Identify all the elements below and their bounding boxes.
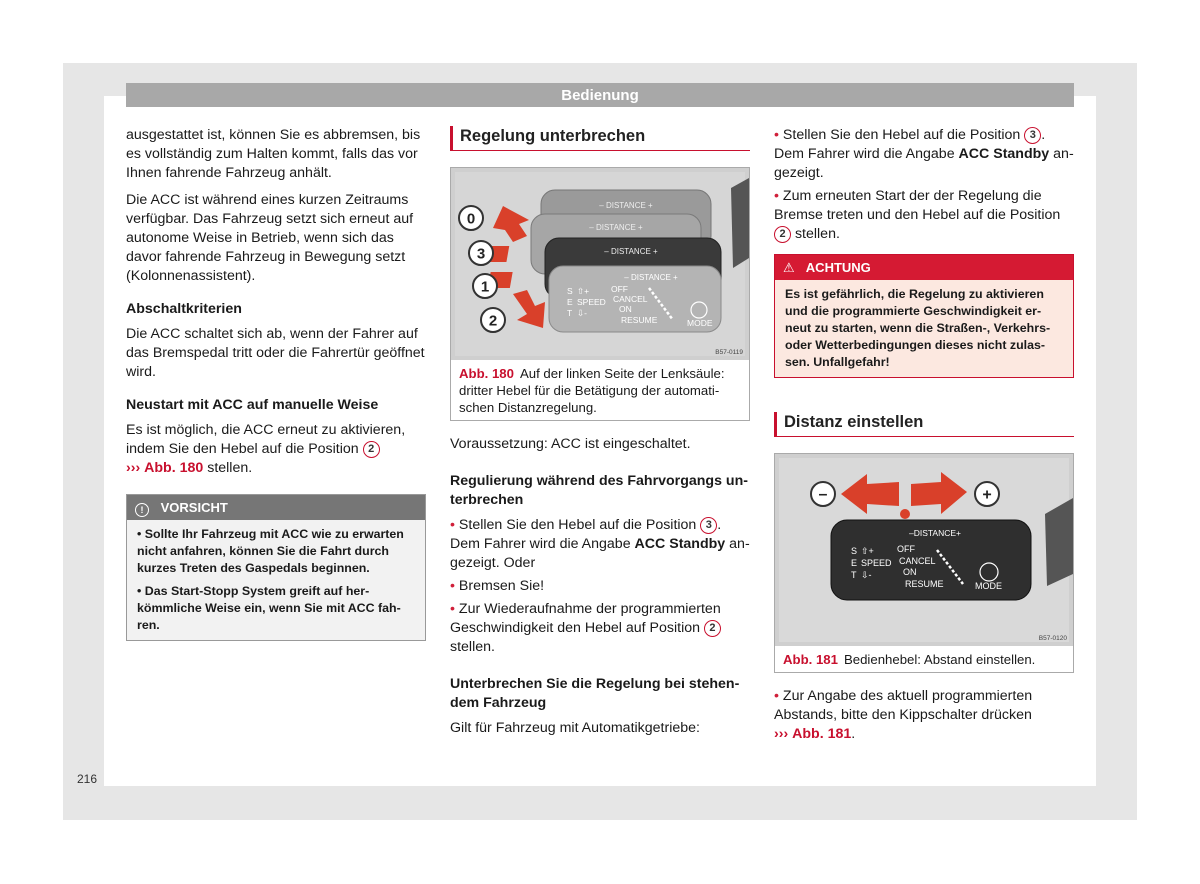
minus-button-marker — [811, 482, 835, 506]
xref-arrow: ››› — [774, 726, 789, 742]
lever-front — [831, 520, 1031, 600]
warning-body: Es ist gefährlich, die Regelung zu aktivieren und die programmierte Geschwindigkeit erneut zu starten, wenn die Straßen-, Verkehrs- oder Wetterbedingungen dieses nicht zulassen. Unfallgefahr! — [775, 280, 1073, 377]
svg-text:ON: ON — [619, 304, 632, 314]
svg-text:OFF: OFF — [897, 544, 915, 554]
list-item: • Zur Wiederaufnahme der programmierten Geschwindigkeit den Hebel auf Position 2 stellen. — [450, 601, 721, 655]
section-title: Regelung unterbrechen — [450, 126, 750, 151]
plus-icon: ⇧+ — [577, 286, 590, 296]
rocker-dot — [900, 509, 910, 519]
svg-text:MODE: MODE — [687, 318, 713, 328]
svg-text:3: 3 — [476, 245, 486, 263]
svg-text:–DISTANCE+: –DISTANCE+ — [908, 528, 962, 538]
figure-link[interactable]: Abb. 181 — [792, 726, 852, 742]
column-left — [126, 126, 426, 641]
svg-text:– DISTANCE +: – DISTANCE + — [604, 247, 658, 256]
figure-link[interactable]: Abb. 180 — [144, 460, 204, 476]
column-right — [774, 126, 1074, 752]
paragraph: Es ist möglich, die ACC erneut zu aktivieren, indem Sie den Hebel auf die Position 2 ››› Abb. 180 stellen. — [126, 422, 406, 476]
figure-caption: Abb. 180 Auf der linken Seite der Lenksäule: dritter Hebel für die Betätigung der automatischen Distanzregelung. — [459, 366, 725, 415]
paragraph: Die ACC ist während eines kurzen Zeitraums verfügbar. Das Fahrzeug setzt sich erneut auf autonome Weise in Betrieb, wenn sich das davor fahrende Fahrzeug in Bewegung setzt (Kolonnenassistent). — [126, 192, 414, 284]
list-item: • Zum erneuten Start der der Regelung die Bremse treten und den Hebel auf die Position 2 stellen. — [774, 188, 1061, 242]
minus-icon: ⇩- — [861, 570, 872, 580]
list-item: • Das Start-Stopp System greift auf herkömmliche Weise ein, wenn Sie mit ACC fahren. — [137, 584, 401, 632]
warning-box — [774, 254, 1074, 378]
info-circle-icon: ! — [135, 503, 149, 517]
distance-lever-illustration — [775, 454, 1073, 646]
list-item: • Zur Angabe des aktuell programmierten Abstands, bitte den Kippschalter drücken ››› Abb. 181. — [774, 688, 1033, 742]
figure-code: B57-0120 — [1038, 635, 1067, 642]
subheading: Abschaltkriterien — [126, 301, 242, 317]
warning-triangle-icon: ⚠ — [783, 260, 795, 275]
page-number: 216 — [77, 772, 98, 786]
plus-icon: ⇧+ — [861, 546, 874, 556]
chapter-header: Bedienung — [126, 83, 1074, 107]
figure-181 — [774, 453, 1074, 673]
svg-text:SPEED: SPEED — [861, 558, 892, 568]
svg-text:E: E — [567, 297, 573, 307]
svg-text:0: 0 — [466, 210, 476, 228]
warning-header: ⚠ ACHTUNG — [775, 255, 1073, 280]
svg-text:S: S — [851, 546, 858, 556]
caution-body — [127, 520, 425, 640]
lever-illustration — [451, 168, 749, 360]
caution-header: ! VORSICHT — [127, 495, 425, 520]
svg-text:T: T — [567, 308, 573, 318]
column-middle — [450, 126, 750, 746]
lever-front — [549, 266, 721, 332]
svg-text:ON: ON — [903, 567, 917, 577]
svg-text:S: S — [567, 286, 573, 296]
svg-text:RESUME: RESUME — [905, 579, 944, 589]
svg-text:– DISTANCE +: – DISTANCE + — [624, 273, 678, 282]
paragraph: Voraussetzung: ACC ist eingeschaltet. — [450, 436, 691, 452]
svg-text:+: + — [982, 486, 992, 504]
minus-icon: ⇩- — [577, 308, 587, 318]
list-item: • Stellen Sie den Hebel auf die Position 3 . Dem Fahrer wird die Angabe ACC Standby angezeigt. Oder — [450, 517, 750, 571]
position-number: 2 — [363, 441, 380, 458]
svg-text:1: 1 — [480, 278, 490, 296]
list-item: • Sollte Ihr Fahrzeug mit ACC wie zu erwarten nicht anfahren, können Sie die Fahrt durch kurzes Treten des Gaspedals beginnen. — [137, 527, 404, 575]
caution-box — [126, 494, 426, 641]
svg-text:RESUME: RESUME — [621, 315, 658, 325]
figure-code: B57-0119 — [715, 349, 743, 356]
subheading: Unterbrechen Sie die Regelung bei stehendem Fahrzeug — [450, 676, 740, 711]
paragraph: Gilt für Fahrzeug mit Automatikgetriebe: — [450, 720, 700, 736]
svg-text:E: E — [851, 558, 858, 568]
svg-text:SPEED: SPEED — [577, 297, 606, 307]
svg-text:2: 2 — [488, 312, 498, 330]
list-item: • Stellen Sie den Hebel auf die Position 3 . Dem Fahrer wird die Angabe ACC Standby angezeigt. — [774, 127, 1074, 181]
svg-text:–: – — [818, 486, 828, 503]
paragraph: Die ACC schaltet sich ab, wenn der Fahrer auf das Bremspedal tritt oder die Fahrertür geöffnet wird. — [126, 326, 425, 380]
svg-text:OFF: OFF — [611, 284, 628, 294]
figure-180 — [450, 167, 750, 421]
list-item: • Bremsen Sie! — [450, 578, 545, 594]
xref-arrow: ››› — [126, 460, 141, 476]
svg-text:T: T — [851, 570, 857, 580]
plus-button-marker — [975, 482, 999, 506]
subheading: Regulierung während des Fahrvorgangs unterbrechen — [450, 473, 748, 508]
subheading: Neustart mit ACC auf manuelle Weise — [126, 397, 379, 413]
svg-text:– DISTANCE +: – DISTANCE + — [599, 201, 653, 210]
figure-caption: Abb. 181 Bedienhebel: Abstand einstellen. — [783, 652, 1036, 667]
paragraph: ausgestattet ist, können Sie es abbremsen, bis es vollständig zum Halten kommt, falls das vor Ihnen fahrende Fahrzeug anhält. — [126, 127, 421, 181]
section-title: Distanz einstellen — [774, 412, 1074, 437]
svg-text:CANCEL: CANCEL — [899, 556, 936, 566]
svg-text:CANCEL: CANCEL — [613, 294, 648, 304]
svg-text:MODE: MODE — [975, 581, 1002, 591]
svg-text:– DISTANCE +: – DISTANCE + — [589, 223, 643, 232]
